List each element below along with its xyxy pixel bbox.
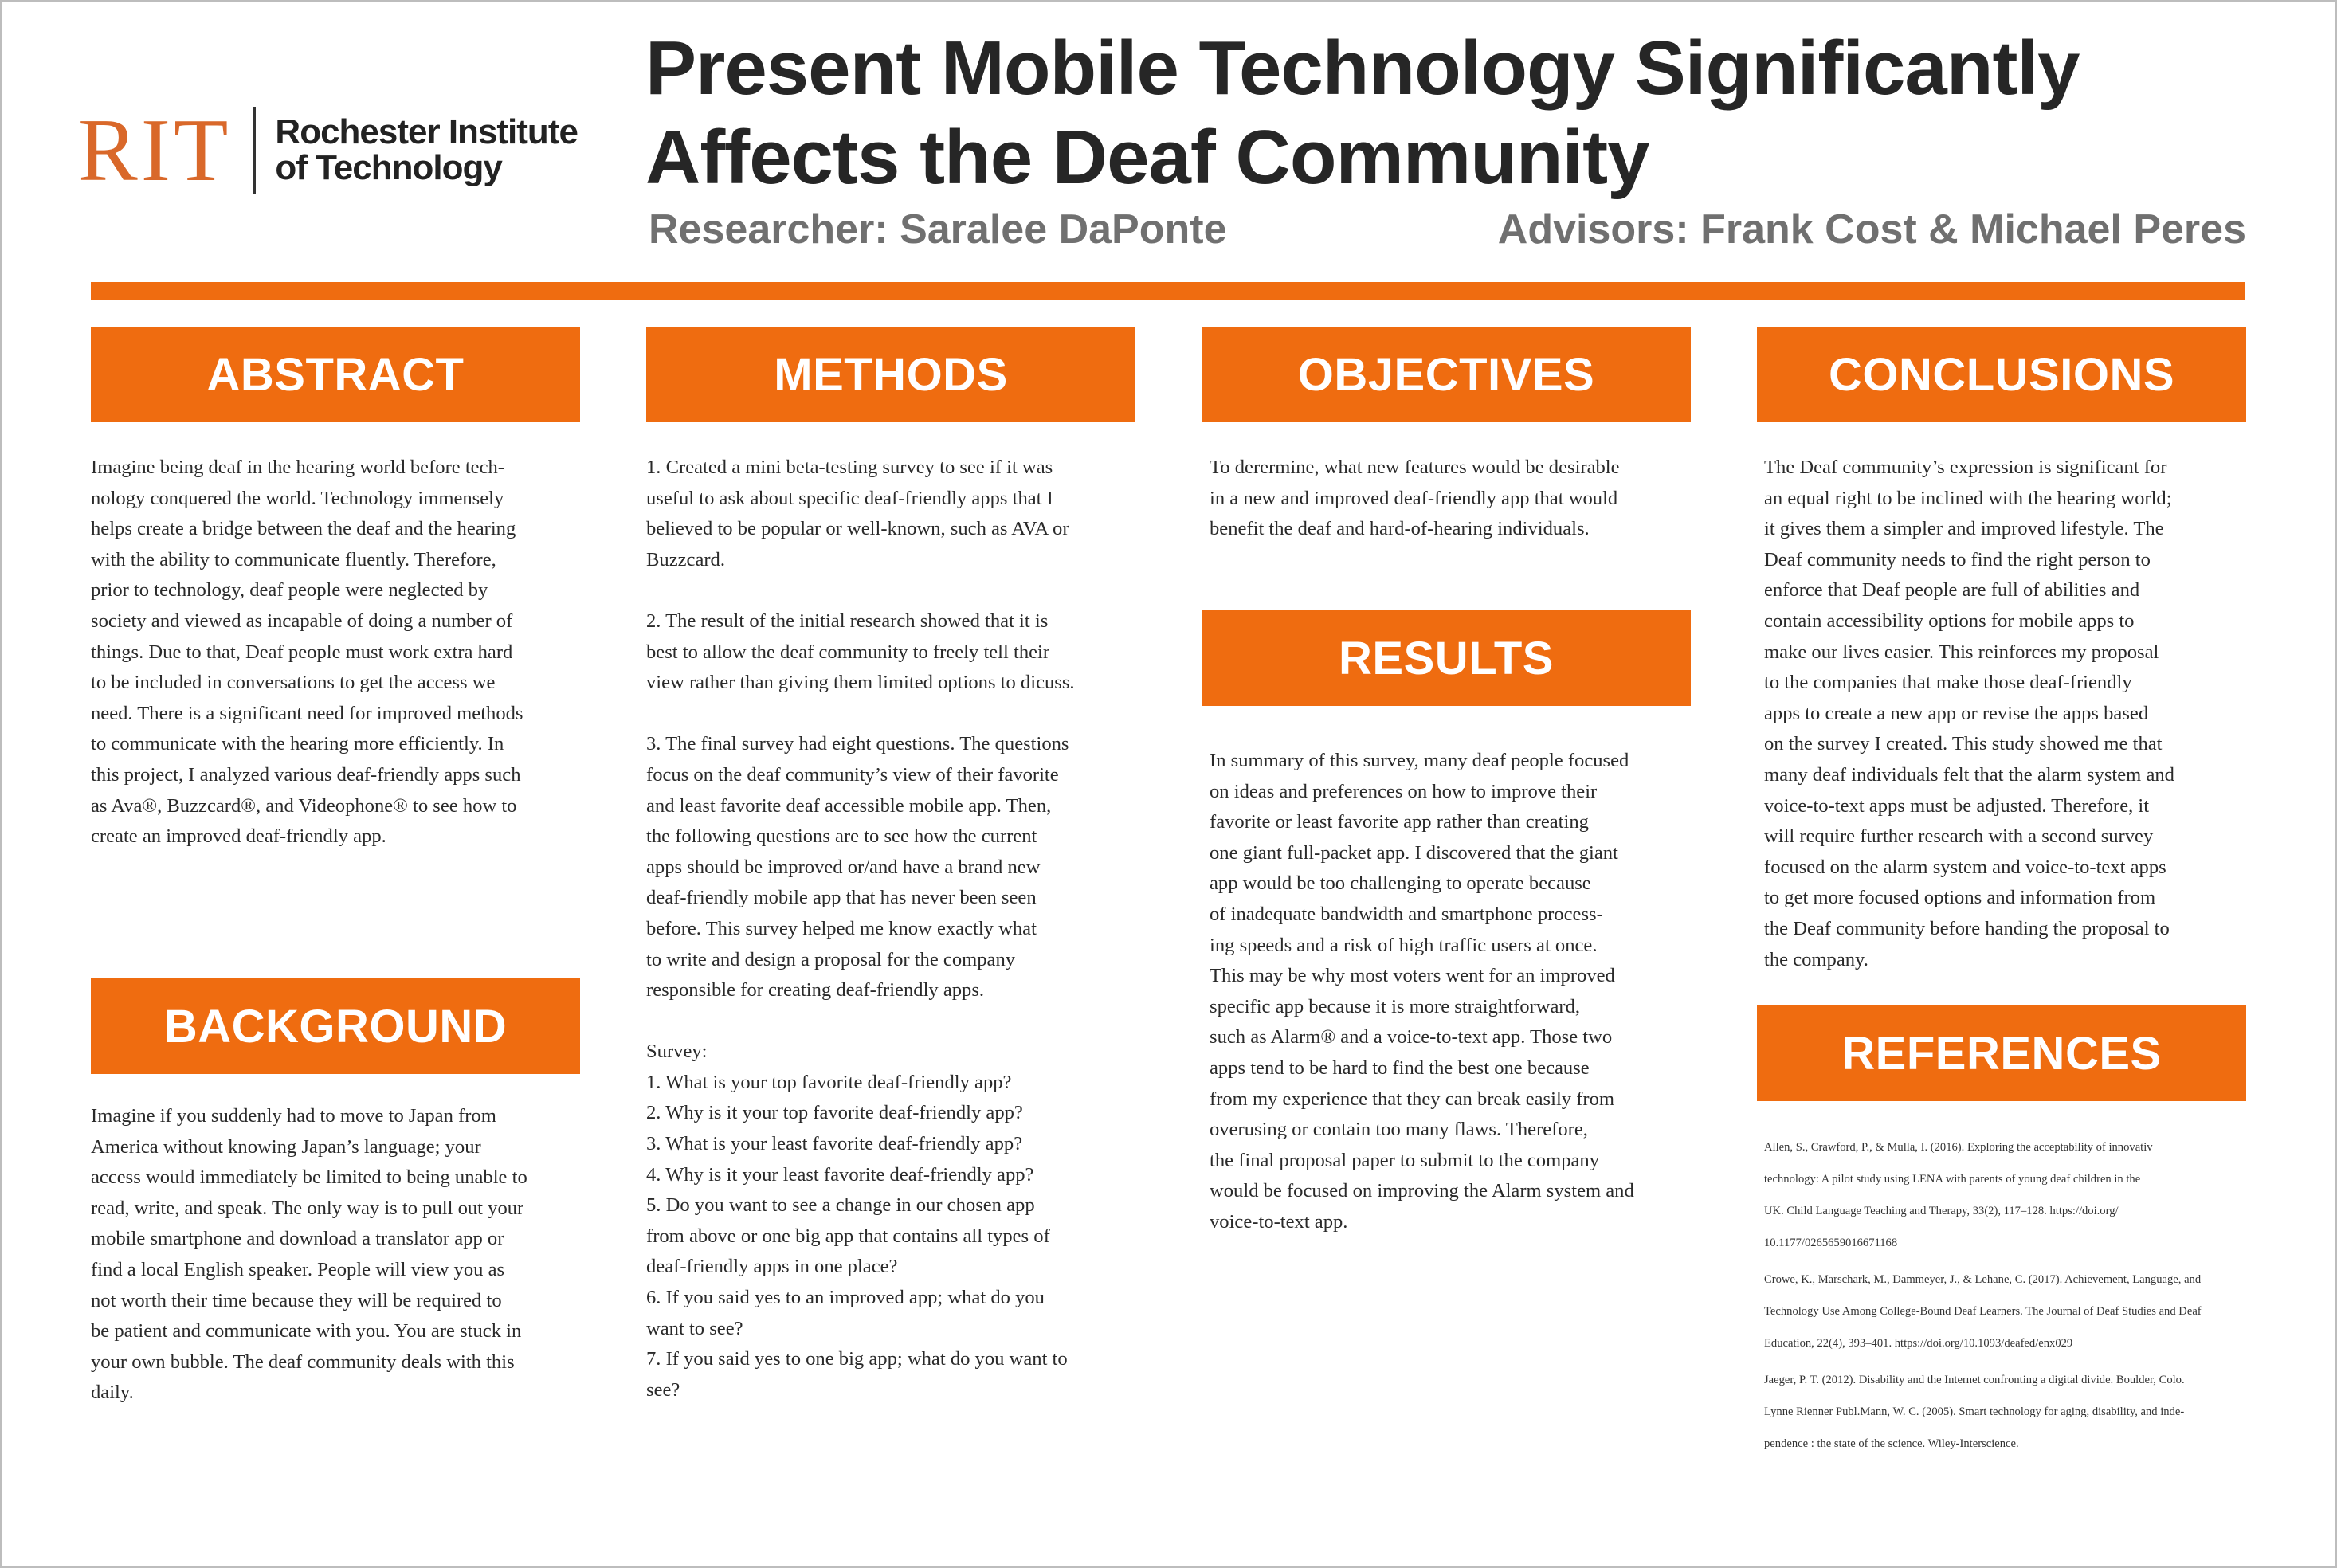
researcher-credit: Researcher: Saralee DaPonte: [649, 206, 1227, 253]
abstract-line: create an improved deaf-friendly app.: [91, 825, 386, 848]
results-line: the final proposal paper to submit to the company: [1210, 1149, 1600, 1171]
conclusions-line: The Deaf community’s expression is significant for: [1764, 457, 2167, 478]
reference-line: Crowe, K., Marschark, M., Dammeyer, J., & Lehane, C. (2017). Achievement, Language, and: [1764, 1273, 2202, 1286]
objectives-line: benefit the deaf and hard-of-hearing individuals.: [1210, 518, 1590, 540]
survey-line: 7. If you said yes to one big app; what do you want to: [646, 1348, 1068, 1370]
methods-line: focus on the deaf community’s view of their favorite: [646, 763, 1059, 786]
objectives-line: To derermine, what new features would be desirable: [1210, 457, 1620, 478]
methods-line: best to allow the deaf community to freely tell their: [646, 641, 1050, 663]
conclusions-line: contain accessibility options for mobile apps to: [1764, 610, 2135, 632]
conclusions-line: the company.: [1764, 948, 1868, 970]
survey-line: 2. Why is it your top favorite deaf-friendly app?: [646, 1102, 1023, 1124]
methods-line: 1. Created a mini beta-testing survey to see if it was: [646, 457, 1053, 478]
logo-divider: [253, 107, 256, 194]
results-line: In summary of this survey, many deaf people focused: [1210, 750, 1629, 771]
abstract-line: this project, I analyzed various deaf-friendly apps such: [91, 763, 521, 786]
methods-line: 2. The result of the initial research showed that it is: [646, 610, 1049, 632]
survey-line: 5. Do you want to see a change in our chosen app: [646, 1194, 1035, 1217]
methods-line: view rather than giving them limited options to dicuss.: [646, 672, 1075, 694]
reference-line: Jaeger, P. T. (2012). Disability and the Internet confronting a digital divide. Boulder, Colo.: [1764, 1374, 2185, 1386]
survey-heading: Survey:: [646, 1041, 708, 1063]
results-line: would be focused on improving the Alarm system and: [1210, 1180, 1634, 1202]
methods-line: the following questions are to see how the current: [646, 825, 1037, 848]
abstract-body: [91, 453, 569, 853]
results-line: of inadequate bandwidth and smartphone process-: [1210, 903, 1603, 925]
results-body: [1210, 746, 1688, 1238]
conclusions-line: an equal right to be inclined with the hearing world;: [1764, 487, 2172, 509]
reference-line: 10.1177/0265659016671168: [1764, 1237, 1898, 1249]
reference-line: pendence : the state of the science. Wiley-Interscience.: [1764, 1437, 2019, 1450]
results-line: specific app because it is more straightforward,: [1210, 995, 1581, 1017]
results-line: on ideas and preferences on how to improve their: [1210, 780, 1598, 802]
conclusions-line: make our lives easier. This reinforces my proposal: [1764, 641, 2159, 663]
paragraph-gap: [646, 1006, 1124, 1037]
reference-line: Technology Use Among College-Bound Deaf Learners. The Journal of Deaf Studies and Deaf: [1764, 1305, 2202, 1318]
abstract-line: prior to technology, deaf people were neglected by: [91, 579, 488, 602]
results-line: ing speeds and a risk of high traffic users at once.: [1210, 934, 1598, 956]
conclusions-line: to get more focused options and information from: [1764, 887, 2156, 909]
results-line: such as Alarm® and a voice-to-text app. Those two: [1210, 1026, 1613, 1049]
methods-heading: METHODS: [646, 327, 1135, 422]
conclusions-line: voice-to-text apps must be adjusted. Therefore, it: [1764, 794, 2150, 817]
background-heading: BACKGROUND: [91, 978, 580, 1074]
background-body: [91, 1101, 569, 1409]
logo-mark: RIT: [78, 101, 232, 200]
logo-wordmark: [275, 112, 578, 187]
reference-line: UK. Child Language Teaching and Therapy, 33(2), 117–128. https://doi.org/: [1764, 1205, 2119, 1217]
background-line: find a local English speaker. People will view you as: [91, 1258, 505, 1280]
methods-line: to write and design a proposal for the company: [646, 948, 1016, 970]
survey-line: 1. What is your top favorite deaf-friendly app?: [646, 1071, 1012, 1093]
methods-line: 3. The final survey had eight questions. The questions: [646, 733, 1069, 755]
conclusions-line: to the companies that make those deaf-friendly: [1764, 672, 2132, 694]
title-line-1: Present Mobile Technology Significantly: [645, 25, 2080, 111]
survey-line: see?: [646, 1378, 680, 1401]
paragraph-gap: [646, 575, 1124, 606]
methods-line: Buzzcard.: [646, 548, 725, 570]
survey-line: 6. If you said yes to an improved app; what do you: [646, 1287, 1045, 1309]
results-line: apps tend to be hard to find the best one because: [1210, 1056, 1590, 1079]
advisors-credit: Advisors: Frank Cost & Michael Peres: [1497, 206, 2246, 253]
methods-line: believed to be popular or well-known, such as AVA or: [646, 518, 1069, 540]
poster-title: [645, 24, 2303, 202]
methods-line: deaf-friendly mobile app that has never been seen: [646, 887, 1037, 909]
objectives-body: [1210, 453, 1688, 545]
conclusions-line: focused on the alarm system and voice-to-text apps: [1764, 856, 2166, 878]
objectives-line: in a new and improved deaf-friendly app that would: [1210, 487, 1618, 509]
conclusions-body: [1764, 453, 2242, 975]
abstract-line: helps create a bridge between the deaf and the hearing: [91, 518, 516, 540]
objectives-heading: OBJECTIVES: [1202, 327, 1691, 422]
background-line: read, write, and speak. The only way is to pull out your: [91, 1197, 524, 1219]
results-line: app would be too challenging to operate because: [1210, 872, 1591, 895]
references-heading: REFERENCES: [1757, 1005, 2246, 1101]
background-line: be patient and communicate with you. You are stuck in: [91, 1320, 522, 1343]
methods-line: before. This survey helped me know exactly what: [646, 917, 1037, 939]
methods-line: and least favorite deaf accessible mobile app. Then,: [646, 794, 1052, 817]
results-heading: RESULTS: [1202, 610, 1691, 706]
conclusions-line: apps to create a new app or revise the apps based: [1764, 702, 2149, 724]
survey-line: 3. What is your least favorite deaf-friendly app?: [646, 1133, 1023, 1155]
logo-line-2: of Technology: [275, 148, 502, 187]
abstract-line: as Ava®, Buzzcard®, and Videophone® to see how to: [91, 794, 517, 817]
header-divider: [91, 282, 2245, 300]
survey-line: 4. Why is it your least favorite deaf-friendly app?: [646, 1163, 1034, 1186]
background-line: your own bubble. The deaf community deals with this: [91, 1350, 515, 1373]
paragraph-gap: [646, 699, 1124, 730]
reference-line: technology: A pilot study using LENA with parents of young deaf children in the: [1764, 1173, 2141, 1186]
abstract-line: nology conquered the world. Technology immensely: [91, 487, 504, 509]
methods-line: responsible for creating deaf-friendly apps.: [646, 979, 985, 1002]
survey-line: from above or one big app that contains all types of: [646, 1225, 1050, 1247]
results-line: This may be why most voters went for an improved: [1210, 965, 1615, 987]
conclusions-line: it gives them a simpler and improved lifestyle. The: [1764, 518, 2164, 540]
abstract-line: need. There is a significant need for improved methods: [91, 702, 523, 724]
background-line: access would immediately be limited to being unable to: [91, 1166, 527, 1189]
background-line: America without knowing Japan’s language; your: [91, 1135, 481, 1158]
background-line: mobile smartphone and download a translator app or: [91, 1228, 504, 1250]
reference-line: Lynne Rienner Publ.Mann, W. C. (2005). Smart technology for aging, disability, and inde-: [1764, 1405, 2185, 1418]
background-line: daily.: [91, 1382, 134, 1404]
references-list: [1764, 1133, 2249, 1461]
conclusions-line: will require further research with a second survey: [1764, 825, 2154, 848]
reference-line: Allen, S., Crawford, P., & Mulla, I. (2016). Exploring the acceptability of innovativ: [1764, 1141, 2153, 1154]
conclusions-line: many deaf individuals felt that the alarm system and: [1764, 763, 2174, 786]
survey-line: deaf-friendly apps in one place?: [646, 1256, 898, 1278]
rit-logo: [78, 101, 578, 200]
results-line: voice-to-text app.: [1210, 1210, 1348, 1233]
background-line: not worth their time because they will be required to: [91, 1289, 502, 1311]
abstract-line: things. Due to that, Deaf people must work extra hard: [91, 641, 513, 663]
methods-body: [646, 453, 1124, 1405]
conclusions-line: Deaf community needs to find the right person to: [1764, 548, 2151, 570]
logo-line-1: Rochester Institute: [275, 112, 578, 152]
conclusions-line: on the survey I created. This study showed me that: [1764, 733, 2163, 755]
background-line: Imagine if you suddenly had to move to Japan from: [91, 1105, 496, 1127]
abstract-heading: ABSTRACT: [91, 327, 580, 422]
survey-line: want to see?: [646, 1317, 743, 1339]
results-line: from my experience that they can break easily from: [1210, 1088, 1615, 1110]
abstract-line: society and viewed as incapable of doing a number of: [91, 610, 513, 632]
conclusions-heading: CONCLUSIONS: [1757, 327, 2246, 422]
conclusions-line: enforce that Deaf people are full of abilities and: [1764, 579, 2140, 602]
title-line-2: Affects the Deaf Community: [645, 115, 1649, 200]
abstract-line: to communicate with the hearing more efficiently. In: [91, 733, 504, 755]
abstract-line: with the ability to communicate fluently. Therefore,: [91, 548, 496, 570]
methods-line: apps should be improved or/and have a brand new: [646, 856, 1041, 878]
results-line: one giant full-packet app. I discovered that the giant: [1210, 841, 1618, 864]
results-line: overusing or contain too many flaws. Therefore,: [1210, 1119, 1588, 1141]
reference-line: Education, 22(4), 393–401. https://doi.org/10.1093/deafed/enx029: [1764, 1337, 2073, 1350]
abstract-line: to be included in conversations to get the access we: [91, 672, 496, 694]
abstract-line: Imagine being deaf in the hearing world before tech-: [91, 457, 504, 478]
conclusions-line: the Deaf community before handing the proposal to: [1764, 917, 2170, 939]
results-line: favorite or least favorite app rather than creating: [1210, 811, 1589, 833]
methods-line: useful to ask about specific deaf-friendly apps that I: [646, 487, 1053, 509]
